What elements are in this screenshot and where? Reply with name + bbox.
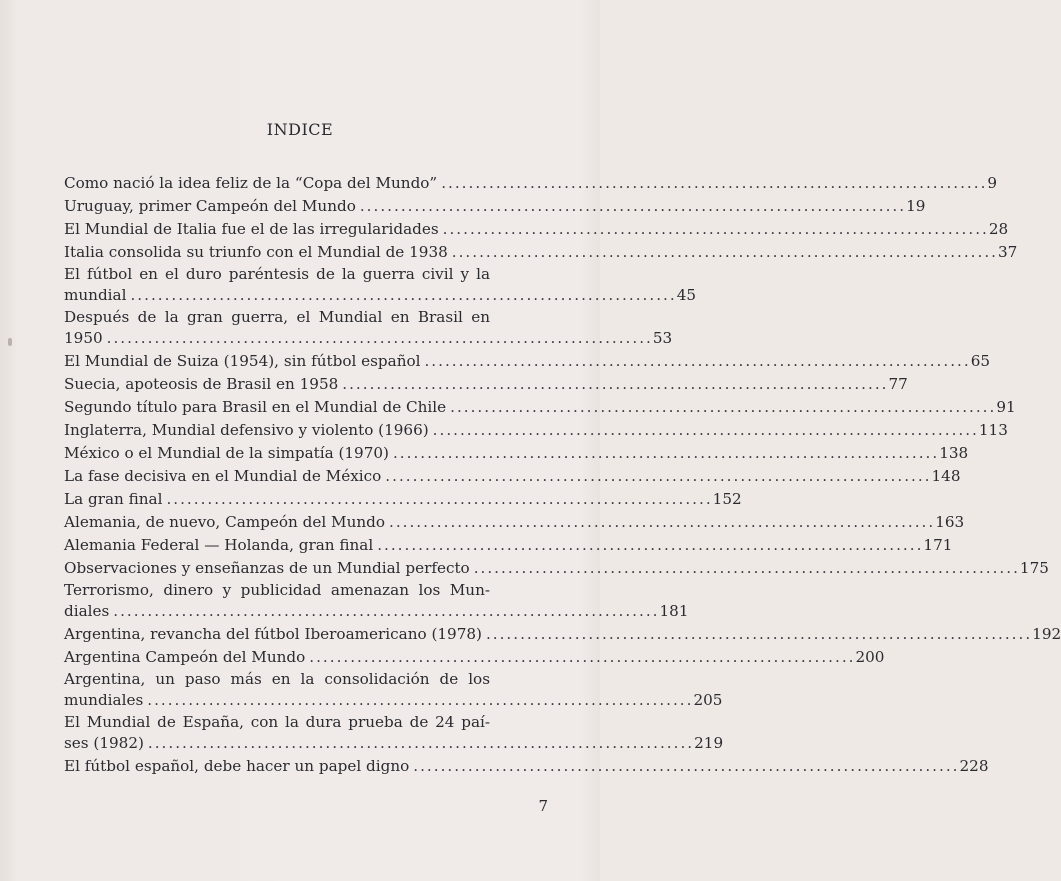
toc-entry <box>64 646 885 669</box>
toc-entry <box>64 264 697 307</box>
dot-leader: ................................................................................ <box>389 513 936 531</box>
toc-entry <box>64 396 1016 419</box>
toc-entry-page: 163 <box>935 513 965 531</box>
toc-entry-title: Segundo título para Brasil en el Mundial de Chile <box>64 398 447 416</box>
toc-entry-title-line: El Mundial de España, con la dura prueba de 24 paí- <box>64 713 490 731</box>
toc-entry-page: 53 <box>652 329 673 347</box>
toc-entry-page: 45 <box>676 286 697 304</box>
dot-leader: ................................................................................ <box>442 220 989 238</box>
toc-entry-title: La fase decisiva en el Mundial de México <box>64 467 382 485</box>
toc-entry-title: El Mundial de Suiza (1954), sin fútbol español <box>64 352 421 370</box>
toc-entry-page: 148 <box>931 467 961 485</box>
toc-entry-page: 171 <box>923 536 953 554</box>
page-number: 7 <box>538 797 548 815</box>
dot-leader: ................................................................................ <box>424 352 971 370</box>
dot-leader: ................................................................................ <box>450 398 997 416</box>
toc-entry-page: 65 <box>970 352 991 370</box>
toc-entry-title: 1950 <box>64 329 103 347</box>
toc-entry <box>64 712 724 755</box>
toc-entry <box>64 755 989 778</box>
toc-entry-title: diales <box>64 602 110 620</box>
toc-entry <box>64 465 961 488</box>
toc-entry-page: 152 <box>712 490 742 508</box>
dot-leader: ................................................................................ <box>485 625 1033 643</box>
toc-entry <box>64 195 926 218</box>
toc-entry-title-line: Después de la gran guerra, el Mundial en Brasil en <box>64 308 490 326</box>
toc-entry-page: 91 <box>996 398 1016 416</box>
dot-leader: ................................................................................ <box>377 536 924 554</box>
toc-entry <box>64 350 991 373</box>
toc-entry-title: Como nació la idea feliz de la “Copa del Mundo” <box>64 174 438 192</box>
toc-entry-title: mundiales <box>64 691 144 709</box>
toc-entry-title: ses (1982) <box>64 734 144 752</box>
dot-leader: ................................................................................ <box>451 243 998 261</box>
toc-entry-page: 9 <box>987 174 998 192</box>
toc-entry <box>64 623 1061 646</box>
toc-entry-title-line: Terrorismo, dinero y publicidad amenazan los Mun- <box>64 581 490 599</box>
toc-entry-title: Suecia, apoteosis de Brasil en 1958 <box>64 375 339 393</box>
toc-entry-title: Observaciones y enseñanzas de un Mundial perfecto <box>64 559 470 577</box>
toc-entry <box>64 373 908 396</box>
toc-entry-title: Inglaterra, Mundial defensivo y violento (1966) <box>64 421 429 439</box>
toc-entry <box>64 488 742 511</box>
toc-entry-page: 77 <box>888 375 908 393</box>
dot-leader: ................................................................................ <box>342 375 889 393</box>
toc-entry-title: El fútbol español, debe hacer un papel digno <box>64 757 410 775</box>
page-title: INDICE <box>266 120 334 139</box>
toc-entry-page: 219 <box>694 734 724 752</box>
toc-entry-title: El Mundial de Italia fue el de las irregularidades <box>64 220 439 238</box>
toc-entry-title: México o el Mundial de la simpatía (1970) <box>64 444 389 462</box>
toc-entry-page: 113 <box>978 421 1008 439</box>
toc-entry-page: 138 <box>939 444 969 462</box>
toc-entry-title: La gran final <box>64 490 163 508</box>
toc-entry <box>64 669 723 712</box>
toc-entry-page: 192 <box>1032 625 1061 643</box>
dot-leader: ................................................................................ <box>166 490 713 508</box>
toc-entry-title: Italia consolida su triunfo con el Mundial de 1938 <box>64 243 448 261</box>
toc-entry-title: mundial <box>64 286 127 304</box>
toc-entry-title: Alemania Federal — Holanda, gran final <box>64 536 374 554</box>
toc-entry <box>64 419 1008 442</box>
toc-entry <box>64 307 673 350</box>
toc-entry <box>64 241 1018 264</box>
toc-entry <box>64 442 969 465</box>
toc-entry-title: Argentina Campeón del Mundo <box>64 648 306 666</box>
dot-leader: ................................................................................ <box>392 444 940 462</box>
toc-entry-title: Argentina, revancha del fútbol Iberoamericano (1978) <box>64 625 482 643</box>
toc-entry-page: 181 <box>659 602 689 620</box>
dot-leader: ................................................................................ <box>113 602 660 620</box>
dot-leader: ................................................................................ <box>130 286 677 304</box>
dot-leader: ................................................................................ <box>413 757 960 775</box>
toc-entry <box>64 534 953 557</box>
toc-entry <box>64 172 998 195</box>
toc-entry-page: 228 <box>959 757 989 775</box>
dot-leader: ................................................................................ <box>385 467 932 485</box>
toc-entry-page: 205 <box>693 691 723 709</box>
toc-entry <box>64 580 689 623</box>
toc-entry <box>64 218 1009 241</box>
dot-leader: ................................................................................ <box>432 421 979 439</box>
dot-leader: ................................................................................ <box>309 648 856 666</box>
toc-entry-page: 37 <box>998 243 1018 261</box>
paper-stain <box>8 338 12 346</box>
toc-entry-title-line: Argentina, un paso más en la consolidación de los <box>64 670 490 688</box>
toc-entry-title: Alemania, de nuevo, Campeón del Mundo <box>64 513 385 531</box>
dot-leader: ................................................................................ <box>147 691 694 709</box>
dot-leader: ................................................................................ <box>359 197 907 215</box>
toc-entry-page: 200 <box>855 648 885 666</box>
table-of-contents <box>64 172 1061 778</box>
dot-leader: ................................................................................ <box>473 559 1020 577</box>
toc-entry-title-line: El fútbol en el duro paréntesis de la guerra civil y la <box>64 265 490 283</box>
toc-entry <box>64 511 965 534</box>
toc-entry-page: 175 <box>1019 559 1049 577</box>
toc-entry-page: 19 <box>906 197 926 215</box>
dot-leader: ................................................................................ <box>106 329 653 347</box>
toc-entry-page: 28 <box>988 220 1009 238</box>
toc-entry-title: Uruguay, primer Campeón del Mundo <box>64 197 356 215</box>
dot-leader: ................................................................................ <box>147 734 695 752</box>
dot-leader: ................................................................................ <box>441 174 988 192</box>
toc-entry <box>64 557 1049 580</box>
